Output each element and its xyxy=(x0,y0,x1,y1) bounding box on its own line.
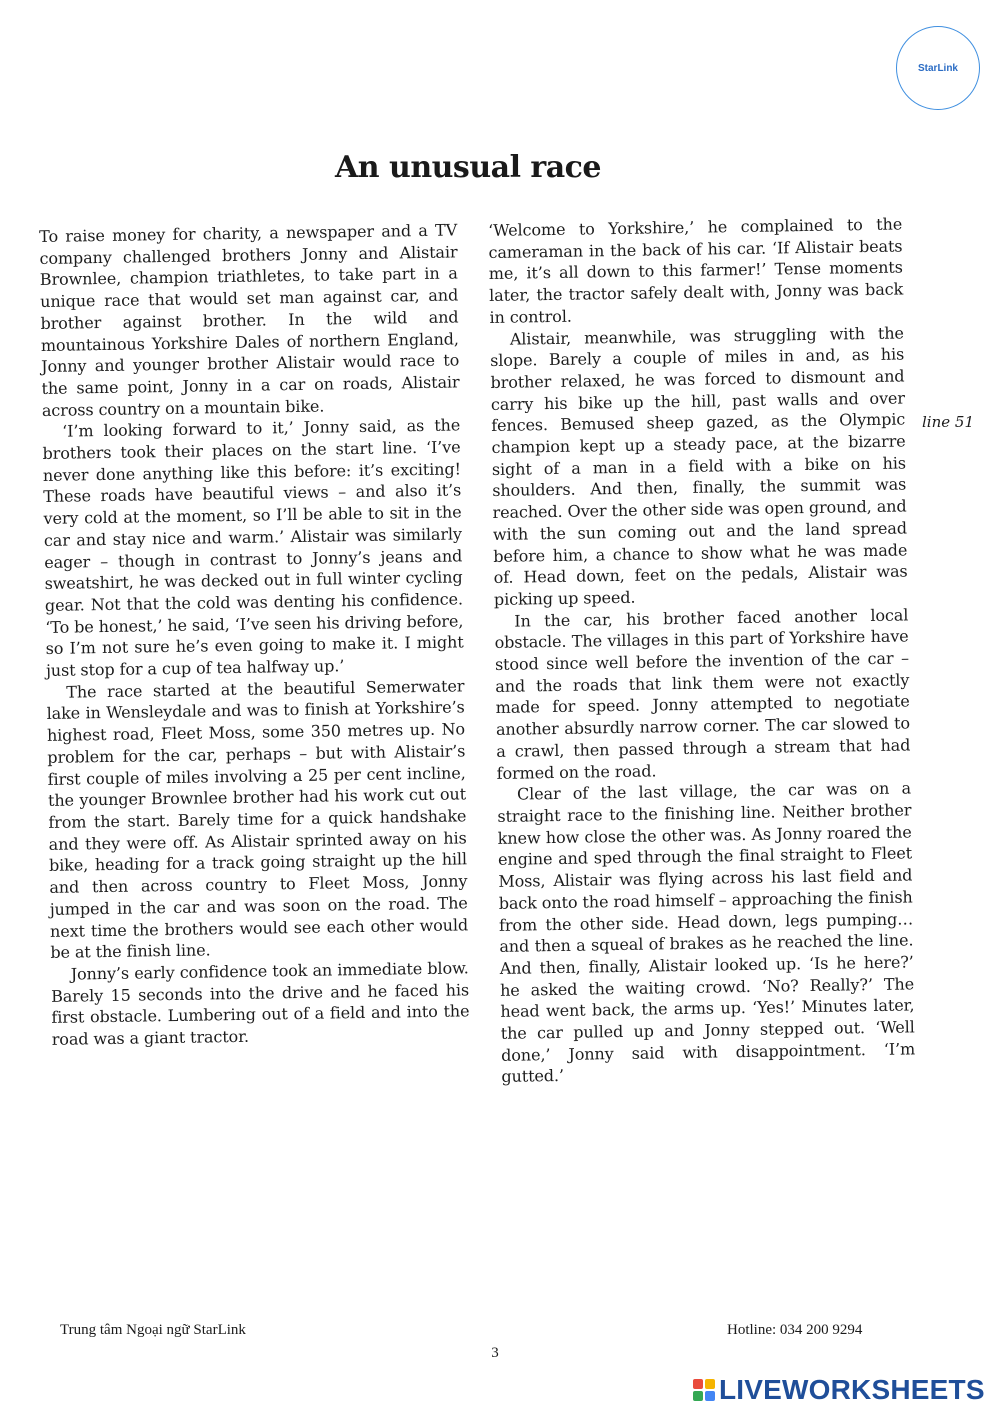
paragraph: The race started at the beautiful Semerwater lake in Wensleydale and was to finish at Yorkshire’s highest road, Fleet Moss, some 350 metres up. No problem for the car, perhaps – but with Alistair’s first couple of miles involving a 25 per cent incline, the younger Brownlee brother had his work cut out from the start. Barely time for a quick handshake and they were off. As Alistair sprinted away on his bike, heading for a track going straight up the hill and then across country to Fleet Moss, Jonny jumped in the car and was soon on the road. The next time the brothers would see each other would be at the finish line. xyxy=(46,676,469,963)
left-column xyxy=(39,219,470,1050)
paragraph: Alistair, meanwhile, was struggling with the slope. Barely a couple of miles in and, as his brother relaxed, he was forced to dismount and carry his bike up the hill, past walls and over fences. Bemused sheep gazed, as the Olympic champion kept up a steady pace, at the bizarre sight of a man in a field with a bike on his shoulders. And then, finally, the summit was reached. Over the other side was open ground, and with the sun coming out and the land spread before him, a chance to show what he was made of. Head down, feet on the pedals, Alistair was picking up speed. xyxy=(490,322,908,609)
grid-cell xyxy=(693,1391,703,1401)
grid-cell xyxy=(705,1391,715,1401)
paragraph: ‘Welcome to Yorkshire,’ he complained to the cameraman in the back of his car. ‘If Alistair beats me, it’s all down to this farmer!’ Tense moments later, the tractor safely dealt with, Jonny was back in control. xyxy=(488,214,904,327)
liveworksheets-grid-icon xyxy=(693,1379,715,1401)
page-number: 3 xyxy=(491,1345,499,1361)
starlink-logo xyxy=(896,26,980,110)
paragraph: In the car, his brother faced another local obstacle. The villages in this part of Yorkshire have stood since well before the invention of the car – and the roads that link them were not exactly made for speed. Jonny attempted to negotiate another absurdly narrow corner. The car slowed to a crawl, then passed through a stream that had formed on the road. xyxy=(494,605,911,783)
watermark-text: LIVEWORKSHEETS xyxy=(719,1374,985,1405)
liveworksheets-watermark xyxy=(693,1374,985,1406)
paragraph: Jonny’s early confidence took an immediate blow. Barely 15 seconds into the drive and he faced his first obstacle. Lumbering out of a field and into the road was a giant tractor. xyxy=(50,958,470,1049)
footer-hotline: Hotline: 034 200 9294 xyxy=(727,1322,863,1338)
page-title: An unusual race xyxy=(334,150,602,185)
line-reference-note: line 51 xyxy=(922,413,974,431)
footer-center-name: Trung tâm Ngoại ngữ StarLink xyxy=(60,1322,246,1338)
right-column xyxy=(488,213,916,1088)
grid-cell xyxy=(705,1379,715,1389)
logo-text: StarLink xyxy=(917,62,958,74)
paragraph: To raise money for charity, a newspaper and a TV company challenged brothers Jonny and Alistair Brownlee, champion triathletes, to take part in a unique race that would set man against car, and brother against brother. In the wild and mountainous Yorkshire Dales of northern England, Jonny and younger brother Alistair would race to the same point, Jonny in a car on roads, Alistair across country on a mountain bike. xyxy=(39,220,460,420)
paragraph: Clear of the last village, the car was on a straight race to the finishing line. Neither brother knew how close the other was. As Jonny roared the engine and sped through the final straight to Fleet Moss, Alistair was flying across his last field and back onto the road himself – approaching the finish from the other side. Head down, legs pumping… and then a squeal of brakes as he reached the line. And then, finally, Alistair looked up. ‘Is he here?’ he asked the waiting crowd. ‘No? Really?’ The head went back, the arms up. ‘Yes!’ Minutes later, the car pulled up and Jonny stepped out. ‘Well done,’ Jonny said with disappointment. ‘I’m gutted.’ xyxy=(497,778,916,1087)
paragraph: ‘I’m looking forward to it,’ Jonny said, as the brothers took their places on the start line. ‘I’ve never done anything like this before: it’s exciting! These roads have beautiful views – and also it’s very cold at the moment, so I’ll be able to sit in the car and stay nice and warm.’ Alistair was similarly eager – though in contrast to Jonny’s jeans and sweatshirt, he was decked out in full winter cycling gear. Not that the cold was denting his confidence. ‘To be honest,’ he said, ‘I’ve seen his driving before, so I’m not sure he’s even going to make it. I might just stop for a cup of tea halfway up.’ xyxy=(42,415,464,681)
grid-cell xyxy=(693,1379,703,1389)
